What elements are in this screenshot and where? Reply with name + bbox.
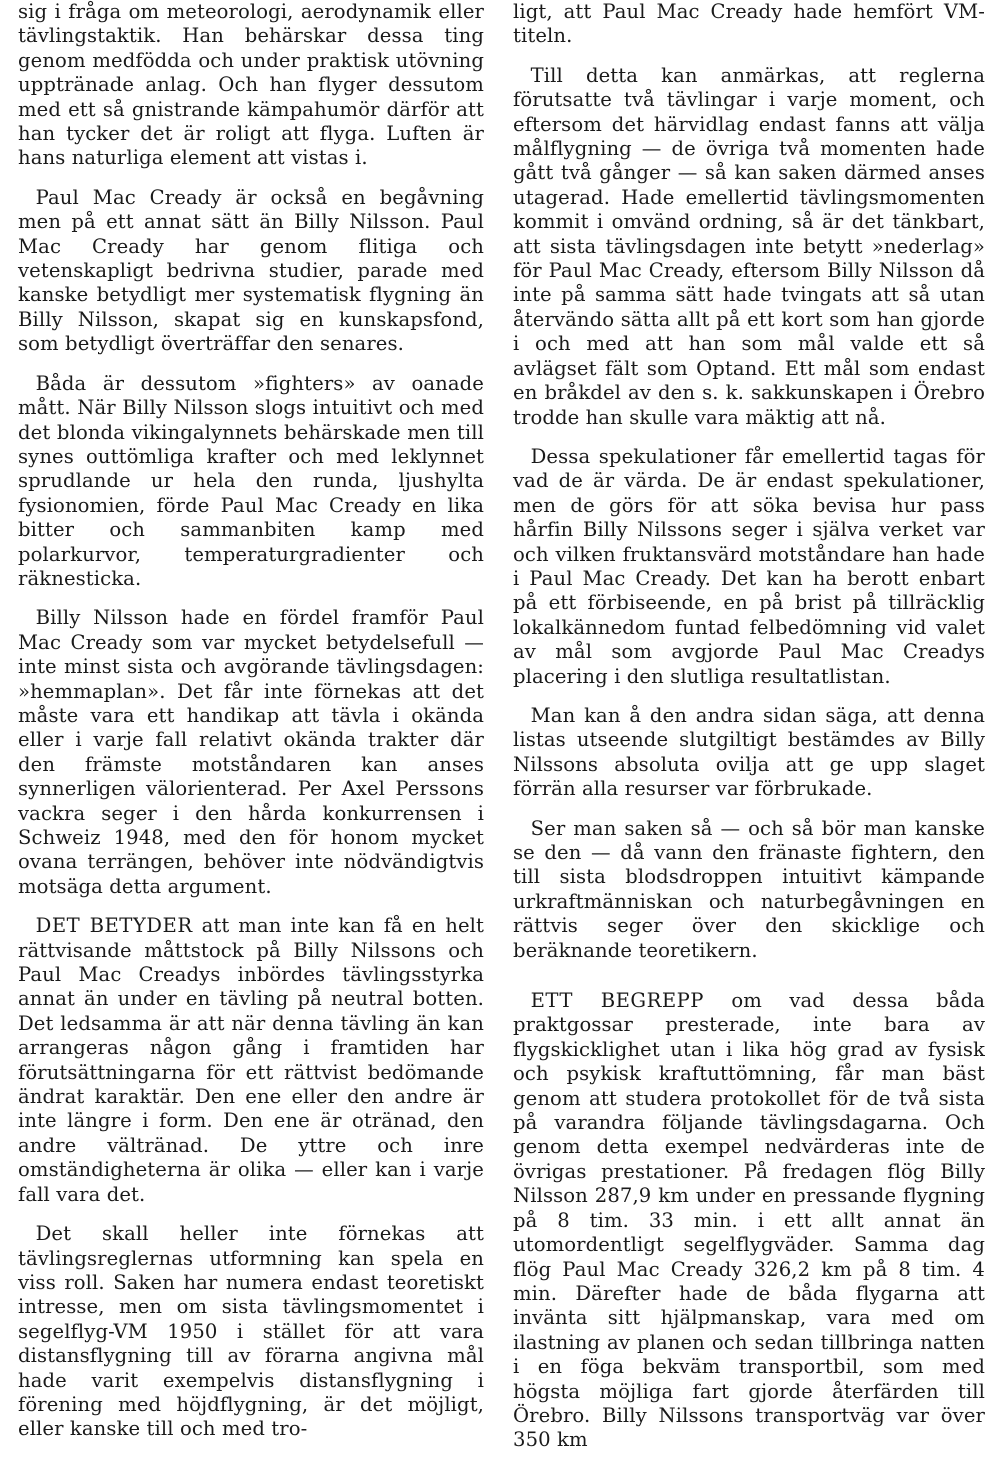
paragraph bbox=[18, 914, 484, 1207]
paragraph: sig i fråga om meteorologi, aerodynamik eller tävlingstaktik. Han behärskar dessa ting genom medfödda och under praktisk utövning upptränade anlag. Och han flyger dessutom med ett så gnistrande kämpahumör därför att han tycker det är roligt att flyga. Luften är hans naturliga element att vistas i. bbox=[18, 0, 484, 170]
paragraph: Båda är dessutom »fighters» av oanade mått. När Billy Nilsson slogs intuitivt och med det blonda vikingalynnets behärskade men till synes outtömliga krafter och med leklynnet sprudlande ur hela den runda, ljushylta fysionomien, förde Paul Mac Cready en lika bitter och sammanbiten kamp med polarkurvor, temperaturgradienter och räknesticka. bbox=[18, 371, 484, 590]
paragraph: Till detta kan anmärkas, att reglerna förutsatte två tävlingar i varje moment, och eftersom det härvidlag endast fanns att välja målflygning — de övriga två momenten hade gått två gånger — så kan saken därmed anses utagerad. Hade emellertid tävlingsmomenten kommit i omvänd ordning, så är det tänkbart, att sista tävlingsdagen inte betytt »nederlag» för Paul Mac Cready, eftersom Billy Nilsson då inte på samma sätt hade tvingats att så utan återvändo sätta allt på ett kort som han gjorde i och med att han som mål valde ett så avlägset fält som Optand. Ett mål som endast en bråkdel av den s. k. sakkunskapen i Örebro trodde han skulle vara mäktig att nå. bbox=[513, 63, 985, 429]
paragraph: Dessa spekulationer får emellertid tagas för vad de är värda. De är endast spekulationer, men de görs för att söka bevisa hur pass hårfin Billy Nilssons seger i själva verket var och vilken fruktansvärd motståndare han hade i Paul Mac Cready. Det kan ha berott enbart på ett förbiseende, en på brist på tillräcklig lokalkännedom funtad felbedömning vid valet av mål som avgjorde Paul Mac Creadys placering i den slutliga resultatlistan. bbox=[513, 444, 985, 688]
paragraph: ligt, att Paul Mac Cready hade hemfört VM-titeln. bbox=[513, 0, 985, 48]
paragraph-lead-in: ETT BEGREPP bbox=[530, 989, 704, 1013]
paragraph: Paul Mac Cready är också en begåvning men på ett annat sätt än Billy Nilsson. Paul Mac Cready har genom flitiga och vetenskapligt bedrivna studier, parade med kanske betydligt mer systematisk flygning än Billy Nilsson, skapat sig en kunskapsfond, som betydligt överträffar den senares. bbox=[18, 185, 484, 356]
paragraph-body: om vad dessa båda praktgossar presterade, inte bara av flygskicklighet utan i lika hög grad av fysisk och psykisk kraftuttömning, får man bäst genom att studera protokollet för de två sista på varandra följande tävlingsdagarna. Och genom detta exempel nedvärderas inte de övrigas prestationer. På fredagen flög Billy Nilsson 287,9 km under en pressande flygning på 8 tim. 33 min. i ett allt annat än utomordentligt segelflygväder. Samma dag flög Paul Mac Cready 326,2 km på 8 tim. 4 min. Därefter hade de båda flygarna att invänta sitt hjälpmanskap, vara med om ilastning av planen och sedan tillbringa natten i en föga bekväm transportbil, som med högsta möjliga fart gjorde återfärden till Örebro. Billy Nilssons transportväg var över 350 km bbox=[513, 989, 985, 1452]
paragraph: Det skall heller inte förnekas att tävlingsreglernas utformning kan spela en viss roll. Saken har numera endast teoretiskt intresse, men om sista tävlingsmomentet i segelflyg-VM 1950 i stället för att vara distansflygning till av förarna angivna mål hade varit exempelvis distansflygning i förening med höjdflygning, är det möjligt, eller kanske till och med tro- bbox=[18, 1222, 484, 1441]
paragraph: Billy Nilsson hade en fördel framför Paul Mac Cready som var mycket betydelsefull — inte minst sista och avgörande tävlingsdagen: »hemmaplan». Det får inte förnekas att det måste vara ett handikap att tävla i okända eller i varje fall relativt okända trakter där den främste motståndaren kan anses synnerligen välorienterad. Per Axel Perssons vackra seger i den hårda konkurrensen i Schweiz 1948, med den för honom mycket ovana terrängen, behöver inte nödvändigtvis motsäga detta argument. bbox=[18, 606, 484, 898]
paragraph: Man kan å den andra sidan säga, att denna listas utseende slutgiltigt bestämdes av Billy Nilssons absoluta ovilja att ge upp slaget förrän alla resurser var förbrukade. bbox=[513, 703, 985, 801]
left-column bbox=[18, 0, 484, 1457]
right-column bbox=[513, 0, 985, 1468]
paragraph-lead-in: DET BETYDER bbox=[35, 914, 193, 938]
paragraph bbox=[513, 989, 985, 1453]
paragraph: Ser man saken så — och så bör man kanske se den — då vann den fränaste fightern, den till sista blodsdroppen intuitivt kämpande urkraftmänniskan och naturbegåvningen en rättvis seger över den skicklige och beräknande teoretikern. bbox=[513, 816, 985, 962]
paragraph-body: att man inte kan få en helt rättvisande måttstock på Billy Nilssons och Paul Mac Creadys inbördes tävlingsstyrka annat än under en tävling på neutral botten. Det ledsamma är att när denna tävling än kan arrangeras någon gång i framtiden har förutsättningarna för ett rättvist bedömande ändrat karaktär. Den ene eller den andre är inte längre i form. Den ene är otränad, den andre vältränad. De yttre och inre omständigheterna är olika — eller kan i varje fall vara det. bbox=[18, 914, 484, 1206]
